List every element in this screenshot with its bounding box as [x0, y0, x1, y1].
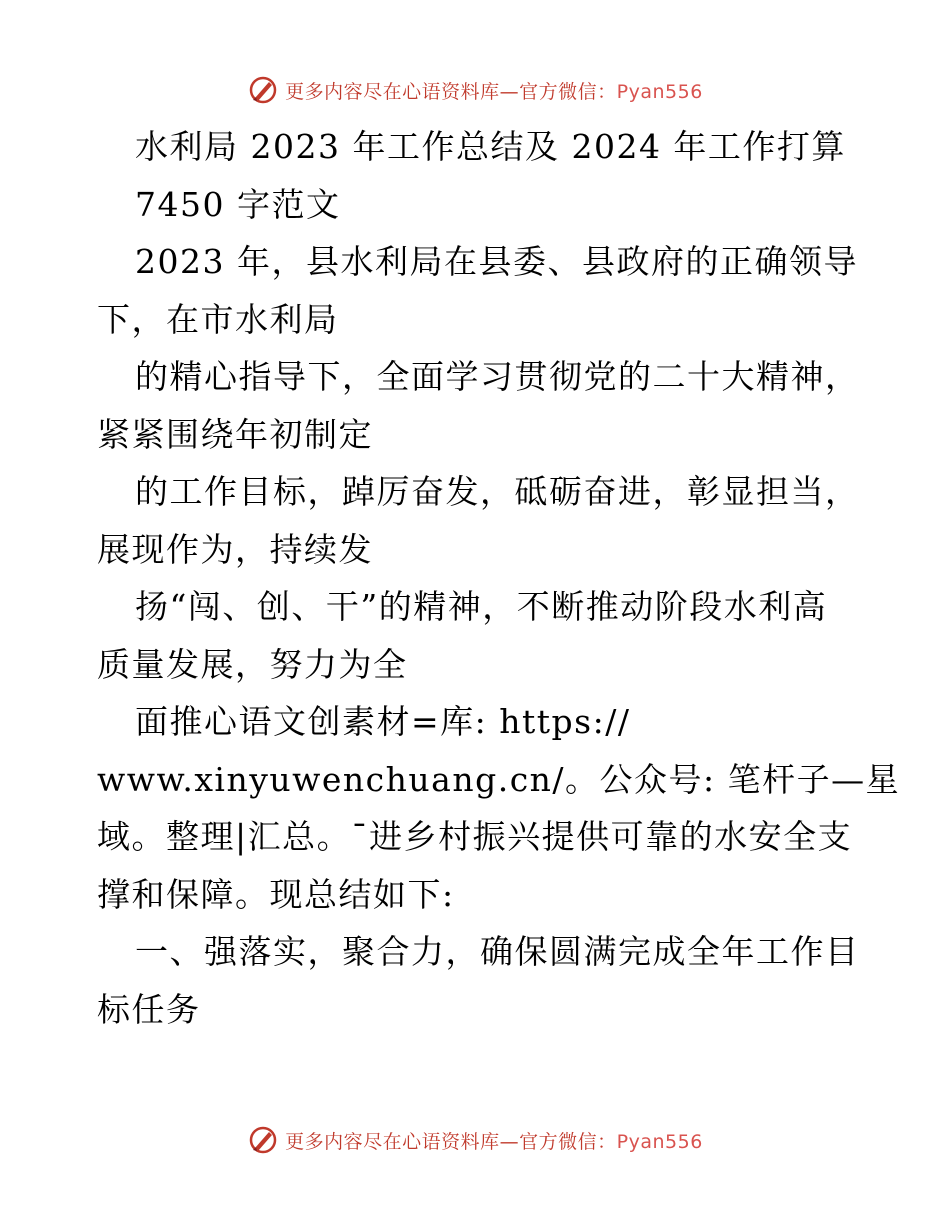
text-line: 面推心语文创素材=库: https://	[135, 702, 631, 741]
text-line: 展现作为，持续发	[97, 529, 373, 569]
wechat-handle: Pyan556	[616, 1130, 703, 1153]
text-line: 紧紧围绕年初制定	[97, 414, 373, 454]
banner-text	[285, 77, 703, 104]
banner-label: 更多内容尽在心语资料库—官方微信：	[285, 1130, 617, 1153]
text-line: www.xinyuwenchuang.cn/。公众号: 笔杆子—星	[97, 759, 901, 799]
text-line: 水利局 2023 年工作总结及 2024 年工作打算	[135, 127, 846, 166]
text-line: 的工作目标，踔厉奋发，砥砺奋进，彰显担当，	[135, 472, 860, 511]
brand-logo-icon	[247, 74, 279, 106]
text-line: 撑和保障。现总结如下:	[97, 874, 455, 914]
banner-label: 更多内容尽在心语资料库—官方微信：	[285, 80, 617, 103]
text-line: 扬“闯、创、干”的精神，不断推动阶段水利高	[135, 587, 828, 626]
wechat-handle: Pyan556	[616, 80, 703, 103]
brand-logo-icon	[247, 1124, 279, 1156]
text-line: 7450 字范文	[135, 184, 341, 224]
banner-text	[285, 1127, 703, 1154]
document-body	[97, 118, 901, 1038]
text-line: 的精心指导下，全面学习贯彻党的二十大精神，	[135, 357, 860, 396]
header-banner	[0, 70, 950, 110]
text-line: 下，在市水利局	[97, 299, 339, 339]
text-line: 2023 年，县水利局在县委、县政府的正确领导	[135, 242, 858, 281]
text-line: 域。整理|汇总。¯进乡村振兴提供可靠的水安全支	[97, 817, 853, 856]
text-line: 质量发展，努力为全	[97, 644, 408, 684]
text-line: 一、强落实，聚合力，确保圆满完成全年工作目	[135, 932, 860, 971]
text-line: 标任务	[97, 989, 201, 1029]
footer-banner	[0, 1120, 950, 1160]
